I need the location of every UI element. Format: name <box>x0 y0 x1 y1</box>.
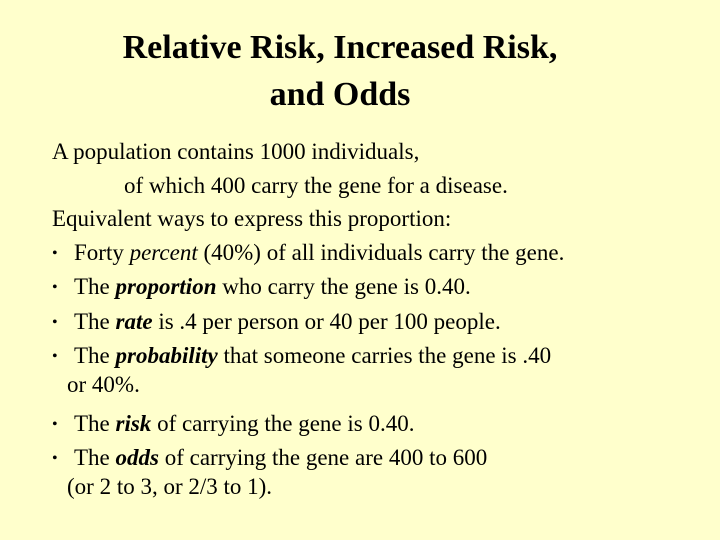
bullet-text-post: (40%) of all individuals carry the gene. <box>197 239 565 265</box>
bullet-text-pre: The <box>74 343 116 368</box>
bullet-text-pre: Forty <box>74 239 130 265</box>
bullet-text-post: who carry the gene is 0.40. <box>216 274 471 299</box>
slide-title-line-1: Relative Risk, Increased Risk, <box>122 29 558 66</box>
bullet-text-continuation: (or 2 to 3, or 2/3 to 1). <box>67 473 273 499</box>
bullet-icon: • <box>52 415 58 433</box>
bullet-text-post: that someone carries the gene is .40 <box>217 343 552 368</box>
bullet-icon: • <box>52 313 58 331</box>
intro-line-3: Equivalent ways to express this proportion: <box>52 206 452 231</box>
bullet-term: probability <box>115 343 218 368</box>
bullet-item-probability <box>52 339 712 396</box>
bullet-item-proportion <box>52 270 712 305</box>
slide-title-line-2: and Odds <box>269 76 411 113</box>
slide-body <box>52 135 712 509</box>
bullet-item-rate <box>52 305 712 340</box>
bullet-text-post: is .4 per person or 40 per 100 people. <box>152 308 501 334</box>
bullet-text-post: of carrying the gene are 400 to 600 <box>158 445 488 470</box>
bullet-item-odds <box>52 441 712 498</box>
bullet-term: proportion <box>115 274 217 299</box>
intro-line-1: A population contains 1000 individuals, <box>52 139 420 164</box>
bullet-icon: • <box>52 348 58 365</box>
bullet-term: risk <box>115 410 152 436</box>
bullet-text-pre: The <box>74 410 116 436</box>
bullet-term: odds <box>115 445 159 470</box>
bullet-text-pre: The <box>74 274 116 299</box>
bullet-icon: • <box>52 244 58 262</box>
bullet-text-continuation: or 40%. <box>67 371 140 397</box>
bullet-term: percent <box>129 239 198 265</box>
bullet-text-pre: The <box>74 308 116 334</box>
bullet-term: rate <box>115 308 153 334</box>
bullet-icon: • <box>52 450 58 467</box>
bullet-item-percent <box>52 236 712 271</box>
bullet-text-post: of carrying the gene is 0.40. <box>151 410 415 436</box>
bullet-text-pre: The <box>74 445 116 470</box>
intro-line-2: of which 400 carry the gene for a disease. <box>124 172 508 198</box>
slide-title <box>0 24 680 118</box>
bullet-icon: • <box>52 279 58 296</box>
bullet-item-risk <box>52 407 712 442</box>
